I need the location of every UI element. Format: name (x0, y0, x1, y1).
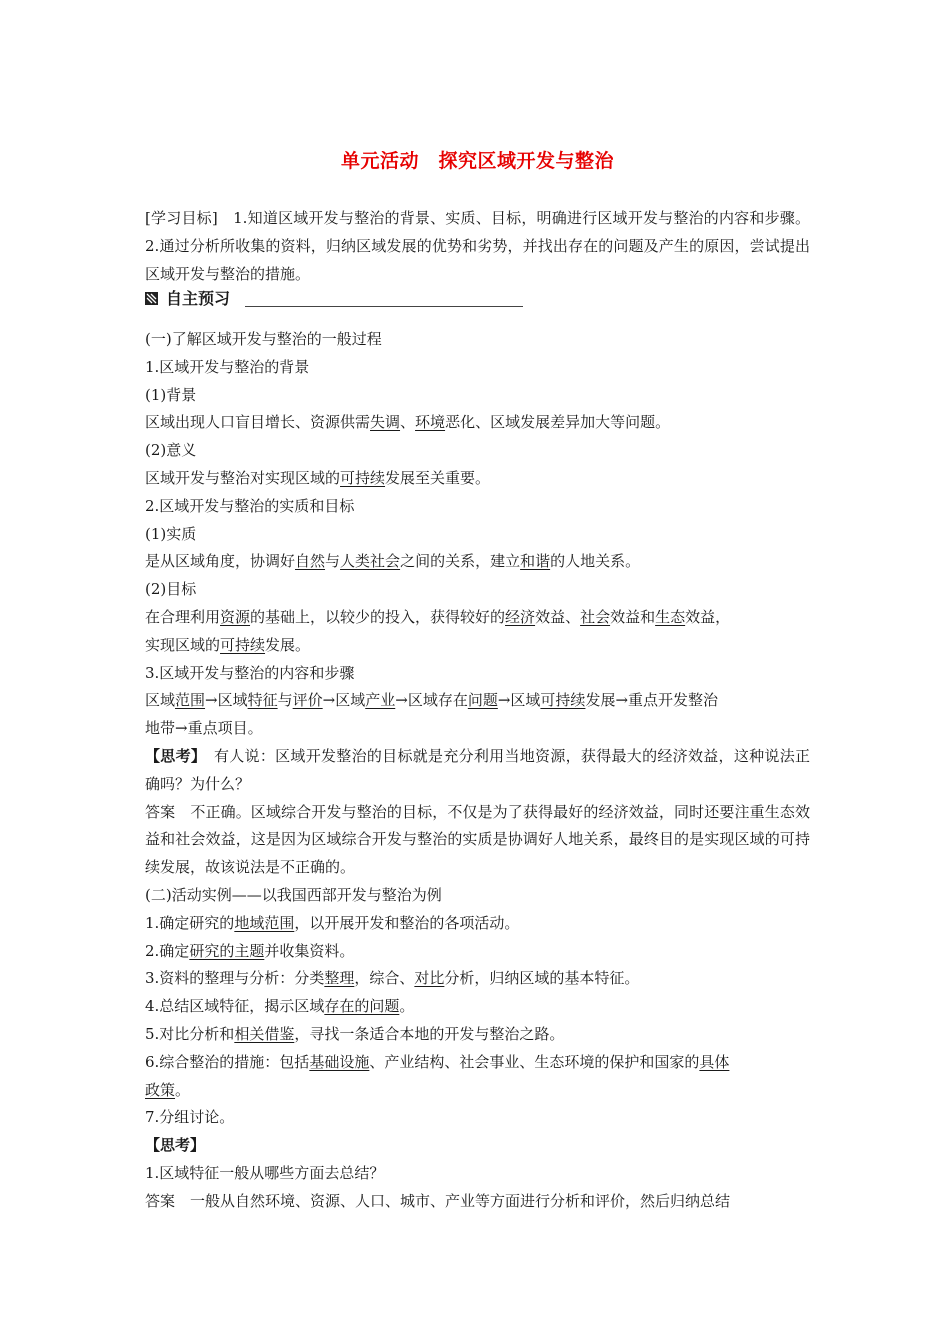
fill-blank: 评价 (292, 691, 323, 710)
fill-blank: 自然 (295, 552, 326, 571)
fill-blank: 社会 (580, 607, 611, 626)
fill-blank: 相关借鉴 (234, 1024, 295, 1043)
heading-content-steps: 3.区域开发与整治的内容和步骤 (145, 663, 355, 682)
fill-blank: 问题 (467, 691, 498, 710)
answer-1: 答案 不正确。区域综合开发与整治的目标，不仅是为了获得最好的经济效益，同时还要注重生态效益和社会效益，这是因为区域综合开发与整治的实质是协调好人地关系，最终目的是实现区域的可持续发展，故该说法是不正确的。 (145, 802, 810, 877)
subheading-goals: (2)目标 (145, 580, 197, 599)
fill-blank: 基础设施 (309, 1052, 370, 1071)
fill-blank: 政策 (145, 1080, 176, 1099)
section-marker-icon (145, 292, 158, 305)
heading-background: 1.区域开发与整治的背景 (145, 357, 310, 376)
subheading-significance: (2)意义 (145, 441, 197, 460)
text-line: 实现区域的可持续发展。 (145, 635, 311, 654)
fill-blank: 整理 (324, 969, 355, 988)
learning-goals (145, 204, 810, 288)
fill-blank: 失调 (370, 413, 401, 432)
fill-blank: 可持续 (540, 691, 586, 710)
text-line: 7.分组讨论。 (145, 1108, 235, 1127)
text-line: 区域范围→区域特征与评价→区域产业→区域存在问题→区域可持续发展→重点开发整治 (145, 691, 719, 710)
answer-2: 答案 一般从自然环境、资源、人口、城市、产业等方面进行分析和评价，然后归纳总结 (145, 1191, 731, 1210)
text-line: 1.确定研究的地域范围，以开展开发和整治的各项活动。 (145, 913, 520, 932)
fill-blank: 可持续 (340, 468, 386, 487)
section-divider (245, 306, 523, 307)
page-title: 单元活动 探究区域开发与整治 (340, 150, 614, 172)
document-body (145, 326, 810, 1216)
text-line: 区域出现人口盲目增长、资源供需失调、环境恶化、区域发展差异加大等问题。 (145, 413, 671, 432)
fill-blank: 可持续 (220, 635, 266, 654)
fill-blank: 特征 (247, 691, 278, 710)
subheading-essence: (1)实质 (145, 524, 197, 543)
fill-blank: 资源 (220, 607, 251, 626)
fill-blank: 范围 (175, 691, 206, 710)
fill-blank: 研究的主题 (189, 941, 265, 960)
text-line: 区域开发与整治对实现区域的可持续发展至关重要。 (145, 468, 491, 487)
text-line: 政策。 (145, 1080, 191, 1099)
think-label: 【思考】 (145, 746, 199, 765)
fill-blank: 对比 (414, 969, 445, 988)
think-label: 【思考】 (145, 1136, 206, 1155)
text-line: 3.资料的整理与分析：分类整理，综合、对比分析，归纳区域的基本特征。 (145, 969, 640, 988)
question-line: 1.区域特征一般从哪些方面去总结？ (145, 1163, 385, 1182)
fill-blank: 存在的问题 (324, 997, 400, 1016)
text-line: 是从区域角度，协调好自然与人类社会之间的关系，建立和谐的人地关系。 (145, 552, 641, 571)
section-title: 自主预习 (166, 289, 231, 308)
fill-blank: 产业 (365, 691, 396, 710)
text-line: 地带→重点项目。 (145, 719, 263, 738)
think-question-1: 【思考】 有人说：区域开发整治的目标就是充分利用当地资源，获得最大的经济效益，这种说法正确吗？为什么？ (145, 746, 810, 793)
text-line: 在合理利用资源的基础上，以较少的投入，获得较好的经济效益、社会效益和生态效益， (145, 607, 731, 626)
goals-text: 1.知道区域开发与整治的背景、实质、目标，明确进行区域开发与整治的内容和步骤。2.通过分析所收集的资料，归纳区域发展的优势和劣势，并找出存在的问题及产生的原因，尝试提出区域开发与整治的措施。 (145, 209, 810, 283)
text-line: 4.总结区域特征，揭示区域存在的问题。 (145, 997, 415, 1016)
goals-label: [学习目标] (145, 209, 218, 227)
text-line: 5.对比分析和相关借鉴，寻找一条适合本地的开发与整治之路。 (145, 1024, 565, 1043)
heading-essence-goals: 2.区域开发与整治的实质和目标 (145, 496, 355, 515)
think-question-2 (145, 1132, 810, 1160)
heading-part-two: (二)活动实例——以我国西部开发与整治为例 (145, 885, 442, 904)
fill-blank: 和谐 (520, 552, 551, 571)
fill-blank: 具体 (699, 1052, 730, 1071)
fill-blank: 生态 (655, 607, 686, 626)
text-line: 2.确定研究的主题并收集资料。 (145, 941, 355, 960)
fill-blank: 环境 (415, 413, 446, 432)
fill-blank: 地域范围 (234, 913, 295, 932)
fill-blank: 经济 (505, 607, 536, 626)
subheading-background: (1)背景 (145, 385, 197, 404)
fill-blank: 人类社会 (340, 552, 401, 571)
text-line: 6.综合整治的措施：包括基础设施、产业结构、社会事业、生态环境的保护和国家的具体 (145, 1052, 730, 1071)
heading-part-one: (一)了解区域开发与整治的一般过程 (145, 330, 382, 348)
section-header (145, 289, 525, 311)
